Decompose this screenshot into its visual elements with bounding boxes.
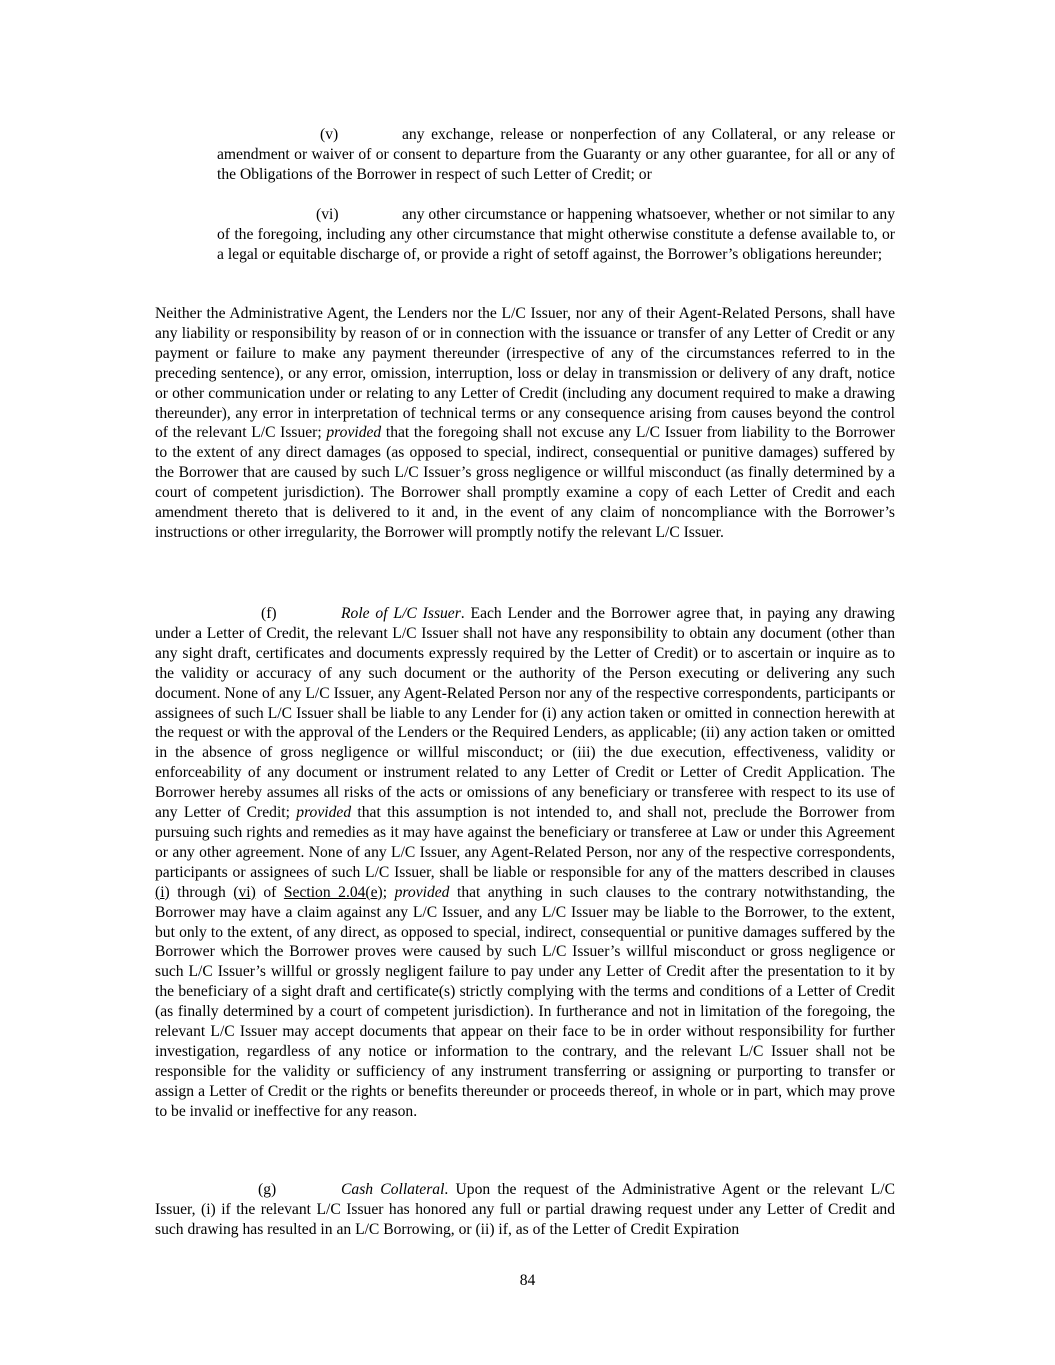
section-f-text-a: Each Lender and the Borrower agree that, in paying any drawing under a Letter of Credit, the relevant L/C Issuer shall not have any responsibility to obtain any document (other than any sight draft, certificates and documents expressly required by the Letter of Credit) or to ascertain or inquire as to the validity or accuracy of any such document or the authority of the Person executing or delivering any such document. None of any L/C Issuer, any Agent-Related Person nor any of the respective correspondents, participants or assignees of such L/C Issuer shall be liable to any Lender for (i) any action taken or omitted in connection herewith at the request or with the approval of the Lenders or the Required Lenders, as applicable; (ii) any action taken or omitted in the absence of gross negligence or willful misconduct; or (iii) the due execution, effectiveness, validity or enforceability of any document or instrument related to any Letter of Credit or Letter of Credit Application. The Borrower hereby assumes all risks of the acts or omissions of any beneficiary or transferee with respect to its use of any Letter of Credit; [155, 605, 895, 822]
clause-vi-label: (vi) [316, 206, 339, 223]
section-f-label: (f) [261, 605, 277, 622]
clause-ref-i: (i) [155, 883, 170, 901]
liability-paragraph [155, 304, 895, 543]
section-g-heading-period: . [444, 1181, 449, 1198]
clause-vi-text: any other circumstance or happening whatsoever, whether or not similar to any of the foregoing, including any other circumstance that might otherwise constitute a defense available to, or a legal or equitable discharge of, or provide a right of setoff against, the Borrower’s obligations hereunder; [217, 206, 896, 263]
provided-term: provided [394, 883, 450, 901]
section-f [155, 604, 895, 1122]
section-f-heading: Role of L/C Issuer [341, 605, 461, 622]
clause-vi [217, 205, 895, 265]
section-g-label: (g) [258, 1181, 277, 1198]
clause-v [217, 125, 895, 185]
connector-through: through [169, 883, 234, 901]
clause-v-text: any exchange, release or nonperfection of any Collateral, or any release or amendment or waiver of or consent to departure from the Guaranty or any other guarantee, for all or any of the Obligations of the Borrower in respect of such Letter of Credit; or [217, 126, 895, 183]
section-g-heading: Cash Collateral [341, 1181, 445, 1198]
clause-ref-vi: (vi) [233, 883, 256, 901]
connector-of: of [255, 883, 284, 901]
section-f-heading-period: . [460, 605, 465, 622]
section-ref-link: Section 2.04(e) [283, 883, 383, 901]
section-g-text: Upon the request of the Administrative Agent or the relevant L/C Issuer, (i) if the relevant L/C Issuer has honored any full or partial drawing request under any Letter of Credit and such drawing has resulted in an L/C Borrowing, or (ii) if, as of the Letter of Credit Expiration [155, 1181, 895, 1238]
liability-text-b: that the foregoing shall not excuse any L/C Issuer from liability to the Borrower to the extent of any direct damages (as opposed to special, indirect, consequential or punitive damages) suffered by the Borrower that are caused by such L/C Issuer’s gross negligence or willful misconduct (as finally determined by a court of competent jurisdiction). The Borrower shall promptly examine a copy of each Letter of Credit and each amendment thereto that is delivered to it and, in the event of any claim of noncompliance with the Borrower’s instructions or other irregularity, the Borrower will promptly notify the relevant L/C Issuer. [155, 424, 895, 541]
section-f-text-c: that anything in such clauses to the contrary notwithstanding, the Borrower may have a claim against any L/C Issuer, and any L/C Issuer may be liable to the Borrower, to the extent, but only to the extent, of any direct, as opposed to special, indirect, consequential or punitive damages suffered by the Borrower which the Borrower proves were caused by such L/C Issuer’s willful misconduct or gross negligence or such L/C Issuer’s willful or grossly negligent failure to pay under any Letter of Credit after the presentation to it by the beneficiary of a sight draft and certificate(s) strictly complying with the terms and conditions of a Letter of Credit (as finally determined by a court of competent jurisdiction). In furtherance and not in limitation of the foregoing, the relevant L/C Issuer may accept documents that appear on their face to be in order without responsibility for further investigation, regardless of any notice or information to the contrary, and the relevant L/C Issuer shall not be responsible for the validity or sufficiency of any instrument transferring or assigning or purporting to transfer or assign a Letter of Credit or the rights or benefits thereunder or proceeds thereof, in whole or in part, which may prove to be invalid or ineffective for any reason. [155, 883, 895, 1120]
provided-term: provided [296, 804, 352, 822]
section-g [155, 1180, 895, 1240]
page-number: 84 [519, 1272, 536, 1289]
section-f-text-b: that this assumption is not intended to, and shall not, preclude the Borrower from pursuing such rights and remedies as it may have against the beneficiary or transferee at Law or under this Agreement or any other agreement. None of any L/C Issuer, any Agent-Related Person, nor any of the respective correspondents, participants or assignees of such L/C Issuer, shall be liable or responsible for any of the matters described in clauses [155, 804, 895, 881]
provided-term: provided [326, 424, 382, 442]
liability-text-a: Neither the Administrative Agent, the Lenders nor the L/C Issuer, nor any of their Agent-Related Persons, shall have any liability or responsibility by reason of or in connection with the issuance or transfer of any Letter of Credit or any payment or failure to make any payment thereunder (irrespective of any of the circumstances referred to in the preceding sentence), or any error, omission, interruption, loss or delay in transmission or delivery of any draft, notice or other communication under or relating to any Letter of Credit (including any document required to make a drawing thereunder), any error in interpretation of technical terms or any consequence arising from causes beyond the control of the relevant L/C Issuer; [155, 305, 895, 442]
clause-v-label: (v) [320, 126, 339, 143]
connector-semicolon: ; [382, 883, 395, 901]
